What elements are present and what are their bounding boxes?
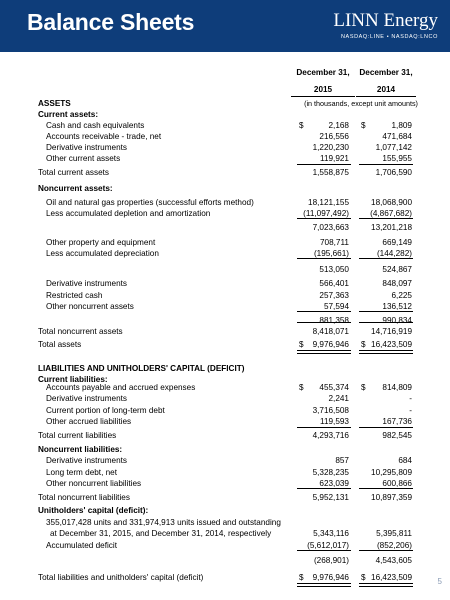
value-2015: 18,121,155 [308,198,349,207]
page-title: Balance Sheets [27,9,195,35]
subtotal-rule [359,311,413,312]
value-2014: 6,225 [391,291,412,300]
row-label: Accounts receivable - trade, net [46,132,162,141]
dollar-sign: $ [361,340,366,349]
value-2015: 2,168 [328,121,349,130]
value-2015: 7,023,663 [312,223,349,232]
subtotal-rule [359,488,413,489]
row-label: Noncurrent assets: [38,184,113,193]
value-2014: 4,543,605 [375,556,412,565]
value-2015: 2,241 [328,394,349,403]
subtotal-rule [297,550,351,551]
subtotal-rule [297,488,351,489]
table-row [0,222,450,234]
row-label: Accounts payable and accrued expenses [46,383,196,392]
dollar-sign: $ [361,573,366,582]
value-2015: 9,976,946 [312,573,349,582]
value-2014: 16,423,509 [371,573,412,582]
subtotal-rule [359,550,413,551]
total-double-underline [297,350,351,354]
row-label: at December 31, 2015, and December 31, 2014, respectively [50,529,272,538]
value-2014: (852,206) [376,541,412,550]
table-row [0,528,450,540]
subtotal-rule [297,258,351,259]
value-2015: 5,343,116 [313,529,349,538]
value-2014: 669,149 [382,238,412,247]
value-2015: 4,293,716 [312,431,349,440]
row-label: Unitholders' capital (deficit): [38,506,149,515]
value-2014: 1,809 [391,121,412,130]
value-2014: 5,395,811 [376,529,412,538]
row-label: Total current assets [38,168,109,177]
units-note: (in thousands, except unit amounts) [304,99,418,108]
value-2015: 566,401 [319,279,349,288]
value-2015: 5,952,131 [312,493,349,502]
value-2015: 1,220,230 [312,143,349,152]
row-label: Current assets: [38,110,99,119]
year-underline [356,96,416,97]
value-2015: 9,976,946 [312,340,349,349]
row-label: Long term debt, net [46,468,118,477]
row-label: Less accumulated depreciation [46,249,159,258]
subtotal-rule [359,258,413,259]
table-row [0,492,450,504]
value-2014: 14,716,919 [371,327,412,336]
value-2015: 257,363 [319,291,349,300]
value-2015: 57,594 [323,302,349,311]
table-row [0,555,450,567]
value-2015: 455,374 [319,383,349,392]
table-row [0,183,450,195]
value-2015: (195,661) [313,249,349,258]
row-label: Other current assets [46,154,121,163]
total-double-underline [359,583,413,587]
value-2015: 881,358 [319,316,349,325]
brand-tagline: NASDAQ:LINE • NASDAQ:LNCO [340,34,438,40]
value-2014: 990,834 [382,316,412,325]
table-row [0,326,450,338]
value-2014: 18,068,900 [371,198,412,207]
dollar-sign: $ [361,121,366,130]
value-2015: 3,716,508 [312,406,349,415]
brand-name: LINN Energy [333,10,438,31]
value-2014: 982,545 [382,431,412,440]
row-label: Total noncurrent assets [38,327,123,336]
value-2014: 524,867 [382,265,412,274]
subtotal-rule [359,427,413,428]
column-year-2014: 2014 [376,85,396,94]
row-label: Less accumulated depletion and amortization [46,209,211,218]
dollar-sign: $ [299,383,304,392]
row-label: Current portion of long-term debt [46,406,165,415]
value-2014: 13,201,218 [371,223,412,232]
subtotal-rule [359,218,413,219]
table-row [0,455,450,467]
value-2015: 623,039 [319,479,349,488]
value-2014: 600,866 [382,479,412,488]
row-label: Other accrued liabilities [46,417,132,426]
dollar-sign: $ [299,340,304,349]
value-2015: 513,050 [319,265,349,274]
row-label: Total current liabilities [38,431,117,440]
subtotal-rule [297,164,351,165]
value-2015: 8,418,071 [312,327,349,336]
value-2015: (11,097,492) [303,209,349,218]
table-row [0,264,450,276]
table-row [0,278,450,290]
row-label: Restricted cash [46,291,103,300]
value-2014: - [409,394,412,403]
row-label: Derivative instruments [46,394,127,403]
row-label: Noncurrent liabilities: [38,445,123,454]
row-label: LIABILITIES AND UNITHOLDERS' CAPITAL (DEFICIT) [38,364,245,373]
value-2015: (5,612,017) [307,541,349,550]
row-label: 355,017,428 units and 331,974,913 units issued and outstanding [46,518,281,527]
column-header-years [0,84,450,96]
value-2015: 5,328,235 [312,468,349,477]
value-2014: - [409,406,412,415]
row-label: Derivative instruments [46,143,127,152]
value-2014: 155,955 [382,154,412,163]
value-2014: 10,295,809 [371,468,412,477]
column-header-dates [0,67,450,79]
subtotal-rule [359,164,413,165]
row-label: ASSETS [38,99,71,108]
value-2014: 684 [398,456,412,465]
dollar-sign: $ [299,573,304,582]
row-label: Oil and natural gas properties (successful efforts method) [46,198,254,207]
subtotal-rule [297,311,351,312]
table-row [0,167,450,179]
row-label: Total liabilities and unitholders' capital (deficit) [38,573,204,582]
row-label: Current liabilities: [38,375,108,384]
value-2015: 119,593 [320,417,349,426]
column-year-2015: 2015 [313,85,333,94]
subtotal-rule [359,322,413,323]
value-2014: 1,077,142 [375,143,412,152]
row-label: Total assets [38,340,82,349]
row-label: Total noncurrent liabilities [38,493,130,502]
row-label: Derivative instruments [46,456,127,465]
value-2015: 708,711 [320,238,349,247]
row-label: Derivative instruments [46,279,127,288]
row-label: Other noncurrent liabilities [46,479,142,488]
value-2014: 471,684 [382,132,412,141]
value-2014: 1,706,590 [375,168,412,177]
value-2015: 1,558,875 [312,168,349,177]
page-number: 5 [437,577,442,586]
year-underline [291,96,355,97]
value-2014: (4,867,682) [370,209,412,218]
subtotal-rule [297,322,351,323]
table-row [0,430,450,442]
table-row [0,505,450,517]
value-2014: 10,897,359 [371,493,412,502]
value-2014: 167,736 [382,417,412,426]
total-double-underline [359,350,413,354]
value-2015: (268,901) [313,556,349,565]
value-2015: 119,921 [320,154,349,163]
dollar-sign: $ [299,121,304,130]
row-label: Other property and equipment [46,238,156,247]
row-label: Accumulated deficit [46,541,117,550]
value-2014: 136,512 [382,302,412,311]
table-row [0,393,450,405]
value-2015: 857 [335,456,349,465]
subtotal-rule [297,427,351,428]
subtotal-rule [297,218,351,219]
column-date-2014: December 31, [359,68,413,77]
row-label: Other noncurrent assets [46,302,134,311]
value-2014: 16,423,509 [371,340,412,349]
value-2014: 814,809 [382,383,412,392]
value-2014: (144,282) [376,249,412,258]
column-date-2015: December 31, [296,68,350,77]
value-2014: 848,097 [382,279,412,288]
dollar-sign: $ [361,383,366,392]
row-label: Cash and cash equivalents [46,121,145,130]
total-double-underline [297,583,351,587]
value-2015: 216,556 [319,132,349,141]
